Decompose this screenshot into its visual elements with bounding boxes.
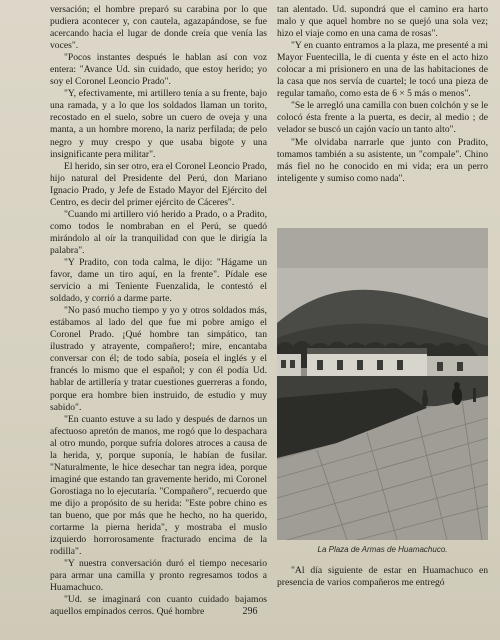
paragraph: "Me olvidaba narrarle que junto con Pradito, tomamos también a su asistente, un "compale". Chino más fiel no he conocido en mi vida; era un perro inteligente y sumiso como nada". xyxy=(277,136,488,184)
paragraph: versación; el hombre preparó su carabina por lo que pudiera acontecer y, con cautela, agazapándose, se fue acercando hacia el lugar de donde creía que venía las voces". xyxy=(50,4,267,52)
paragraph: tan alentado. Ud. supondrá que el camino era harto malo y que aquel hombre no se quejó una sola vez; hizo el viaje como en una cama de rosas". xyxy=(277,4,488,40)
paragraph: "Y en cuanto entramos a la plaza, me presenté a mi Mayor Fuentecilla, le di cuenta y éste en el acto hizo colocar a mi prisionero en una de las habitaciones de la casa que nos servía de cuartel; le tocó una pieza de regular tamaño, como esta de 6 × 5 más o menos". xyxy=(277,40,488,100)
page-number: 296 xyxy=(242,606,258,617)
paragraph: "Pocos instantes después le hablan así con voz entera: "Avance Ud. sin cuidado, que estoy herido; yo soy el Coronel Leoncio Prado". xyxy=(50,52,267,88)
paragraph: El herido, sin ser otro, era el Coronel Leoncio Prado, hijo natural del Presidente del Perú, don Mariano Ignacio Prado, y Jefe de Estado Mayor del Ejército del Centro, es decir del primer ejército de Cáceres". xyxy=(50,160,268,208)
paragraph: "Se le arregló una camilla con buen colchón y se le colocó ésta frente a la puerta, es decir, al medio ; de velador se buscó un cajón vacío un tanto alto". xyxy=(277,100,488,136)
right-column-top xyxy=(277,4,488,185)
paragraph: "Y, efectivamente, mi artillero tenía a su frente, bajo una ramada, y a lo que los soldados llaman un torito, recostado en el suelo, sobre un cuero de oveja y una manta, a un hombre moreno, la nariz perfilada; de pelo negro y muy crespo y que usaba bigote y una insignificante pera militar". xyxy=(50,88,267,160)
paragraph: "En cuanto estuve a su lado y después de darnos un afectuoso apretón de manos, me rogó que lo despachara al otro mundo, porque sufría dolores atroces a causa de la herida, y, porque suponía, le habían de fusilar. "Naturalmente, le hice desechar tan negra idea, porque imaginé que estando tan gravemente herido, mi Coronel Gorostiaga no lo ejecutaría. "Compañero", recuerdo que me dijo a propósito de su herida: "Este pobre chino es tan bueno, que por más que he hecho, no ha querido, cortarme la pierna herida", y mostraba el muslo izquierdo horrorosamente fracturado encima de la rodilla". xyxy=(50,413,267,558)
paragraph: "No pasó mucho tiempo y yo y otros soldados más, estábamos al lado del que fue mi pobre amigo el Coronel Prado. ¡Qué hombre tan simpático, tan ilustrado y atrayente, compañero!; mire, encantaba conversar con él; de todo sabía, poseía el inglés y el francés lo mismo que el español; y con él podía Ud. hablar de artillería y tratar cuestiones guerreras a fondo, porque era hombre bien instruido, de estudio y muy sabido". xyxy=(50,305,267,413)
right-column-bottom xyxy=(277,565,488,589)
photo-caption: La Plaza de Armas de Huamachuco. xyxy=(317,545,448,554)
paragraph: "Al día siguiente de estar en Huamachuco en presencia de varios compañeros me entregó xyxy=(277,565,488,589)
paragraph: "Y nuestra conversación duró el tiempo necesario para armar una camilla y pronto regresamos todos a Huamachuco. xyxy=(50,558,267,594)
paragraph: "Y Pradito, con toda calma, le dijo: "Hágame un favor, dame un tiro aquí, en la frente". Pídale ese servicio a mi Teniente Fuenzalida, le contestó el soldado, y corrió a darme parte. xyxy=(50,256,267,305)
left-column xyxy=(50,4,267,618)
paragraph: "Cuando mi artillero vió herido a Prado, o a Pradito, como todos le nombraban en el Perú, se quedó mirándolo al oír la tranquilidad con que le dirigía la palabra". xyxy=(50,208,267,256)
paragraph: "Ud. se imaginará con cuanto cuidado bajamos aquellos empinados cerros. Qué hombre xyxy=(50,594,267,618)
plaza-photograph xyxy=(277,228,488,540)
